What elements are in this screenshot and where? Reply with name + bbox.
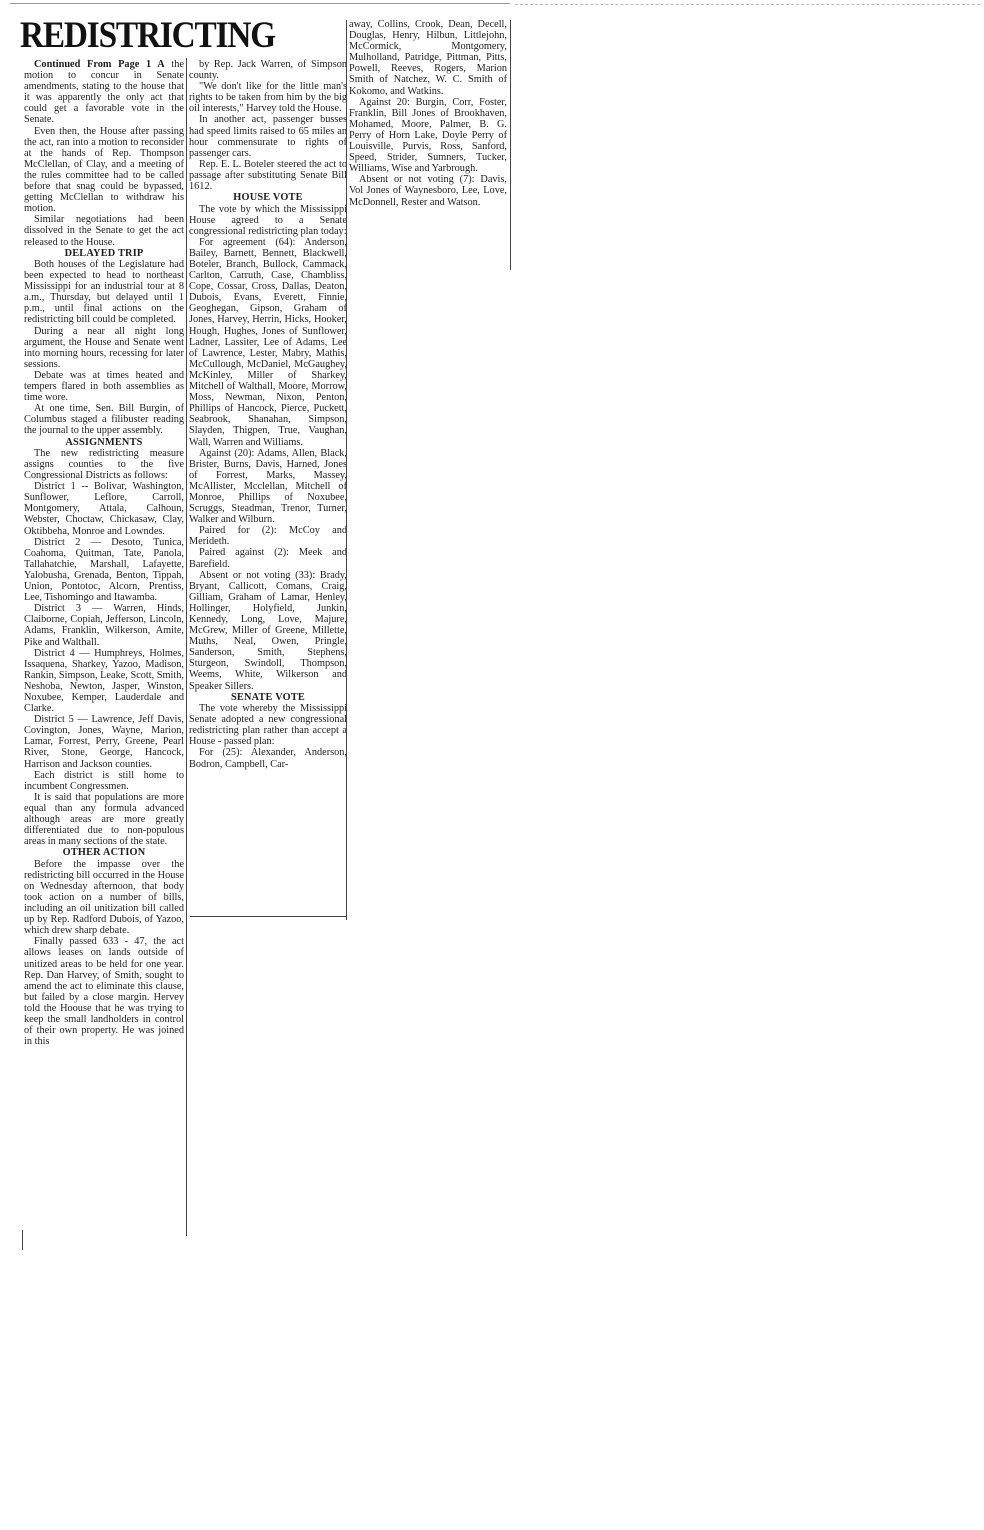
paragraph: During a near all night long argument, the House and Senate went into morning hours, recessing for later sessions. — [24, 325, 184, 370]
column-end-rule — [190, 916, 346, 917]
article-column-3 — [349, 19, 507, 208]
lead-text: the motion to concur in Senate amendments, stating to the house that it was apparently the only act that could get a favorable vote in the Senate. — [24, 59, 184, 126]
absent-list: Absent or not voting (33): Brady, Bryant, Callicott, Comans, Craig, Gilliam, Graham of Lamar, Henley, Hollinger, Holyfield, Junkin, Kennedy, Long, Love, Majure, McGrew, Miller of Greene, Millette, Muths, Neal, Owen, Pringle, Sanderson, Smith, Stephens, Sturgeon, Swindoll, Thompson, Weems, White, Wilkerson and Speaker Sillers. — [189, 569, 347, 692]
paragraph: Finally passed 633 - 47, the act allows leases on lands outside of unitized areas to be held for one year. Rep. Dan Harvey, of Smith, sought to amend the act to eliminate this clause, but failed by a close margin. Hervey told the Hoouse that he was trying to keep the small landholders in control of their own property. He was joined in this — [24, 936, 184, 1048]
paragraph: Each district is still home to incumbent Congressmen. — [24, 769, 184, 792]
article-column-2 — [189, 59, 347, 770]
column-rule — [510, 20, 511, 270]
paragraph: Before the impasse over the redistricting bill occurred in the House on Wednesday afternoon, that body took action on a number of bills, including an oil unitization bill called up by Rep. Radford Dubois, of Yazoo, which drew sharp debate. — [24, 858, 184, 937]
paired-for-list: Paired for (2): McCoy and Merideth. — [189, 525, 347, 548]
paragraph: In another act, passenger busses had speed limits raised to 65 miles an hour commensurate to rights of passenger cars. — [189, 114, 347, 159]
paragraph: Even then, the House after passing the act, ran into a motion to reconsider at the hands of Rep. Thompson McClellan, of Clay, and a meeting of the rules committee had to be called before that snag could be bypassed, getting McClellan to withdraw his motion. — [24, 125, 184, 215]
senate-for-list: For (25): Alexander, Anderson, Bodron, Campbell, Car- — [189, 747, 347, 770]
district-2-paragraph: District 2 — Desoto, Tunica, Coahoma, Quitman, Tate, Panola, Tallahatchie, Marshall, Lafayette, Yalobusha, Grenada, Benton, Tippah, Union, Pontotoc, Alcorn, Prentiss, Lee, Tishomingo and Itawamba. — [24, 536, 184, 604]
paragraph: by Rep. Jack Warren, of Simpson county. — [189, 59, 347, 82]
senate-for-continued: away, Collins, Crook, Dean, Decell, Douglas, Henry, Hilbun, Littlejohn, McCormick, Montgomery, Mulholland, Patridge, Pittman, Pitts, Powell, Reeves, Rogers, Marion Smith of Natchez, W. C. Smith of Kokomo, and Watkins. — [349, 19, 507, 97]
subheading-house-vote: HOUSE VOTE — [233, 192, 303, 204]
paragraph: The new redistricting measure assigns counties to the five Congressional Districts as follows: — [24, 447, 184, 482]
subheading-senate-vote: SENATE VOTE — [230, 691, 305, 703]
lead-paragraph — [24, 59, 184, 126]
subheading-delayed-trip: DELAYED TRIP — [64, 247, 144, 259]
district-5-paragraph: District 5 — Lawrence, Jeff Davis, Covington, Jones, Wayne, Marion, Lamar, Forrest, Perry, Greene, Pearl River, Stone, George, Hancock, Harrison and Jackson counties. — [24, 714, 184, 770]
paragraph: The vote by which the Mississippi House agreed to a Senate congressional redistricting plan today: — [189, 203, 347, 237]
paragraph: Similar negotiations had been dissolved in the Senate to get the act released to the House. — [24, 214, 184, 248]
senate-absent-list: Absent or not voting (7): Davis, Vol Jones of Waynesboro, Lee, Love, McDonnell, Rester and Watson. — [349, 174, 507, 208]
paragraph: Debate was at times heated and tempers flared in both assemblies as time wore. — [24, 369, 184, 404]
column-rule — [346, 20, 347, 920]
paragraph: Rep. E. L. Boteler steered the act to passage after substituting Senate Bill 1612. — [189, 158, 347, 193]
top-rule — [10, 3, 510, 4]
continued-from-label: Continued From Page 1 A — [34, 59, 165, 70]
headline: REDISTRICTING — [20, 15, 275, 56]
paragraph: It is said that populations are more equal than any formula advanced although areas are more greatly differentiated due to non-populous areas in many sections of the state. — [24, 791, 184, 848]
column-rule — [22, 1230, 23, 1250]
district-3-paragraph: District 3 — Warren, Hinds, Claiborne, Copiah, Jefferson, Lincoln, Adams, Franklin, Wilkerson, Amite, Pike and Walthall. — [24, 603, 184, 648]
paired-against-list: Paired against (2): Meek and Barefield. — [189, 547, 347, 570]
senate-against-list: Against 20: Burgin, Corr, Foster, Franklin, Bill Jones of Brookhaven, Mohamed, Moore, Palmer, B. G. Perry of Horn Lake, Doyle Perry of Louisville, Purvis, Ross, Sanford, Speed, Strider, Sumners, Tucker, Williams, Wise and Yarbrough. — [349, 96, 507, 175]
paragraph: The vote whereby the Mississippi Senate adopted a new congressional redistricting plan rather than accept a House - passed plan: — [189, 703, 347, 748]
vote-against-list: Against (20): Adams, Allen, Black, Brister, Burns, Davis, Harned, Jones of Forrest, Marks, Massey, McAllister, Mcclellan, Mitchell of Monroe, Phillips of Noxubee, Scruggs, Steadman, Trenor, Turner, Walker and Wilburn. — [189, 447, 347, 526]
paragraph: At one time, Sen. Bill Burgin, of Columbus staged a filibuster reading the journal to the upper assembly. — [24, 403, 184, 437]
article-column-1 — [24, 59, 184, 1047]
subheading-other-action: OTHER ACTION — [62, 847, 146, 859]
subheading-assignments: ASSIGNMENTS — [65, 436, 143, 448]
vote-for-list: For agreement (64): Anderson, Bailey, Barnett, Bennett, Blackwell, Boteler, Branch, Bullock, Cammack, Carlton, Carruth, Case, Chambliss, Cope, Cossar, Cross, Dallas, Deaton, Dubois, Evans, Everett, Finnie, Geoghegan, Gipson, Graham of Jones, Harvey, Herrin, Hicks, Hooker, Hough, Hughes, Jones of Sunflower, Ladner, Lassiter, Lee of Adams, Lee of Lawrence, Lester, Mabry, Mathis, McCullough, McDaniel, McGaughey, McKinley, Miller of Sharkey, Mitchell of Walthall, Moore, Morrow, Moss, Newman, Nixon, Penton, Phillips of Hancock, Pierce, Puckett, Seabrook, Shanahan, Simpson, Slayden, Thigpen, True, Vaughan, Wall, Warren and Williams. — [189, 236, 347, 448]
paragraph: Both houses of the Legislature had been expected to head to northeast Mississippi for an industrial tour at 8 a.m., Thursday, but delayed until 1 p.m., until final actions on the redistricting bill could be completed. — [24, 259, 184, 326]
district-4-paragraph: District 4 — Humphreys, Holmes, Issaquena, Sharkey, Yazoo, Madison, Rankin, Simpson, Leake, Scott, Smith, Neshoba, Newton, Jasper, Winston, Noxubee, Kemper, Lauderdale and Clarke. — [24, 647, 184, 715]
paragraph: "We don't like for the little man's rights to be taken from him by the big oil interests," Harvey told the House. — [189, 81, 347, 115]
column-rule — [186, 58, 187, 1236]
district-1-paragraph: District 1 -- Bolivar, Washington, Sunflower, Leflore, Carroll, Montgomery, Attala, Calhoun, Webster, Choctaw, Chickasaw, Clay, Oktibbeha, Monroe and Lowndes. — [24, 481, 184, 537]
top-dashed-rule — [515, 4, 980, 5]
